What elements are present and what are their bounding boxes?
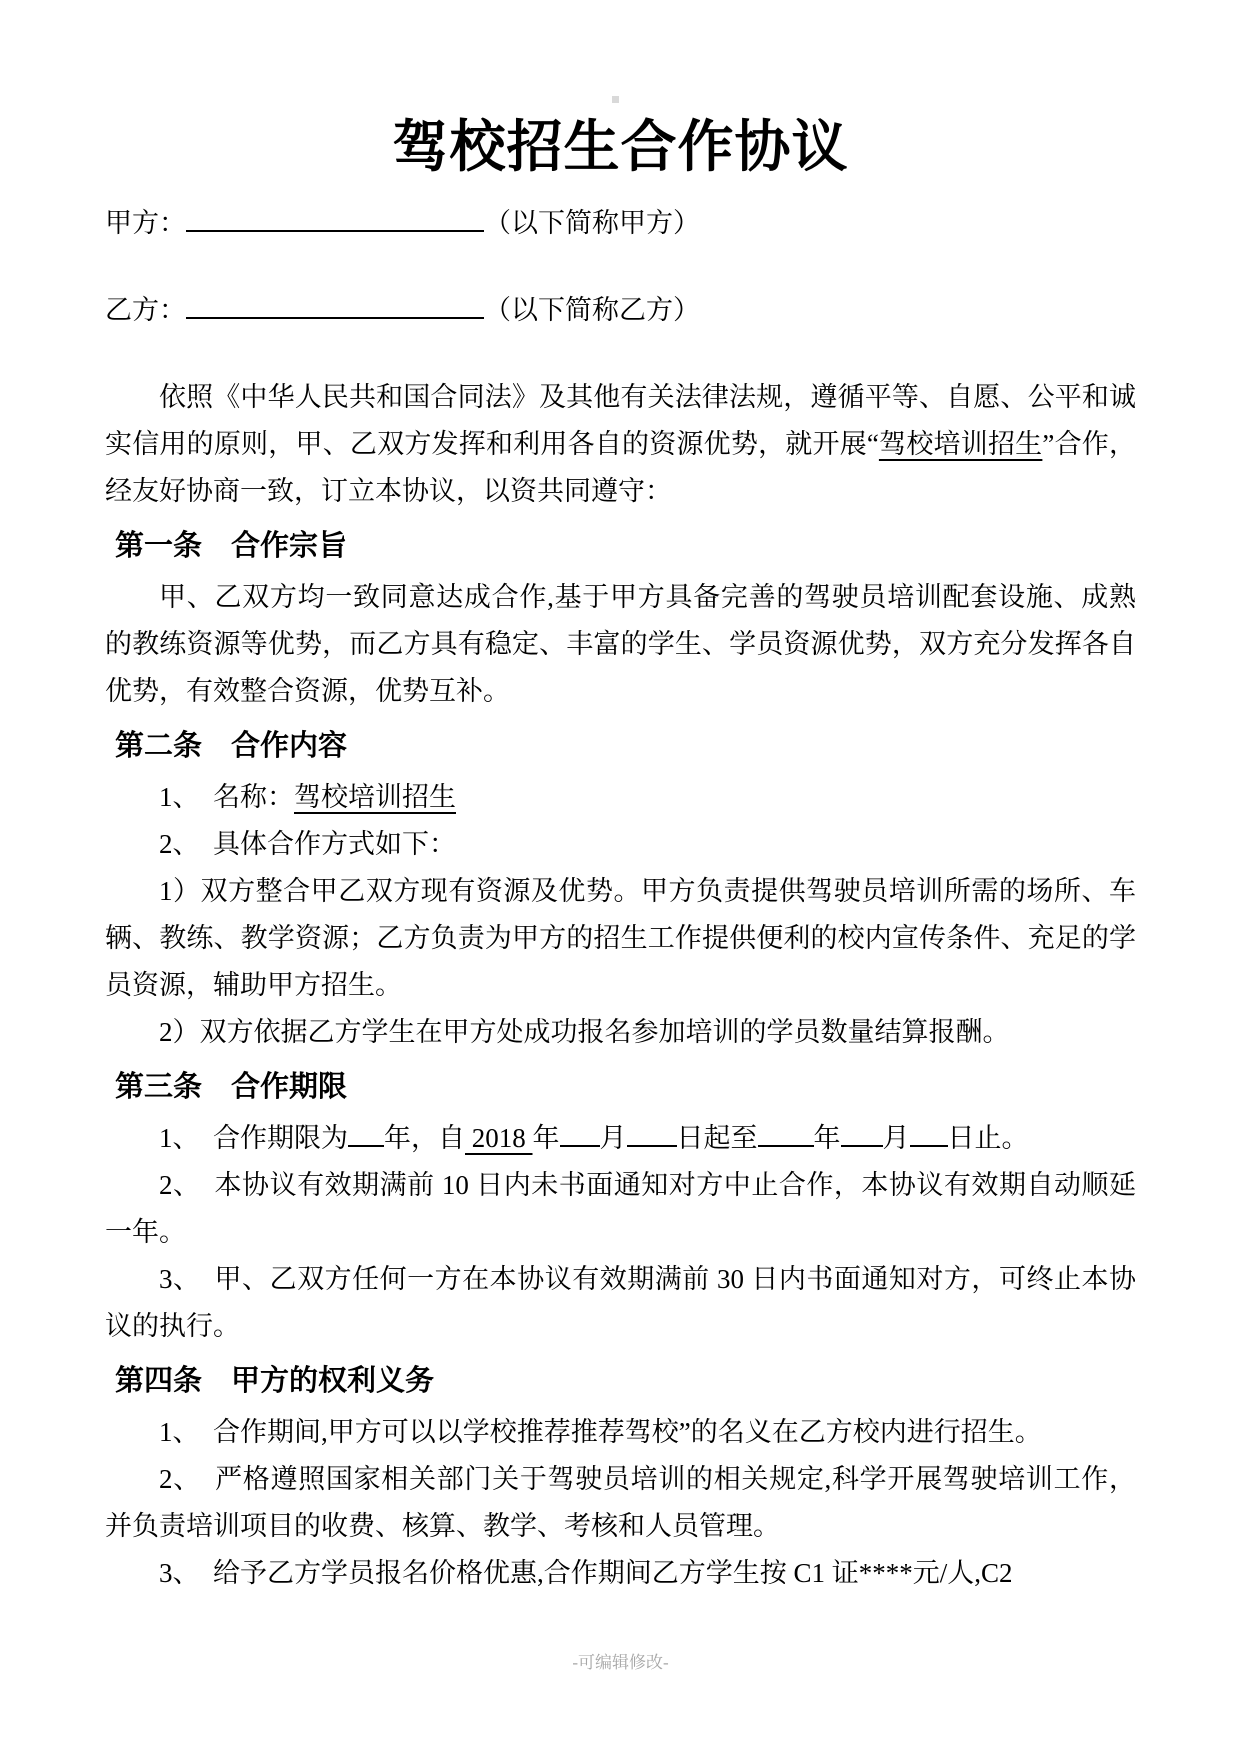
fill-in-blank	[186, 290, 484, 319]
text-run: 3、 甲、乙双方任何一方在本协议有效期满前 30 日内书面通知对方，可终止本协议的执行。	[105, 1264, 1136, 1342]
footer-watermark: -可编辑修改-	[572, 1653, 669, 1672]
fill-in-blank	[348, 1118, 384, 1147]
text-run: 年，自	[384, 1123, 465, 1154]
party-line	[105, 287, 1136, 334]
text-run: 2）双方依据乙方学生在甲方处成功报名参加培训的学员数量结算报酬。	[159, 1017, 1010, 1048]
fill-in-blank	[841, 1118, 883, 1147]
text-run: 日起至	[676, 1123, 758, 1154]
paragraph	[105, 774, 1136, 821]
paragraph	[105, 1550, 1136, 1597]
text-run: 年	[532, 1123, 560, 1154]
section-heading	[105, 723, 1136, 770]
text-run: 1）双方整合甲乙双方现有资源及优势。甲方负责提供驾驶员培训所需的场所、车辆、教练、教学资源；乙方负责为甲方的招生工作提供便利的校内宣传条件、充足的学员资源，辅助甲方招生。	[105, 876, 1136, 1001]
text-run: 第二条 合作内容	[115, 730, 348, 763]
text-run: 依照《中华人民共和国合同法》及其他有关法律法规，遵循平等、自愿、公平和诚实信用的原则，甲、乙双方发挥和利用各自的资源优势，就开展“	[105, 382, 1136, 460]
text-run: 甲方：	[105, 208, 186, 239]
text-run: 甲、乙双方均一致同意达成合作,基于甲方具备完善的驾驶员培训配套设施、成熟的教练资源等优势，而乙方具有稳定、丰富的学生、学员资源优势，双方充分发挥各自优势，有效整合资源，优势互补。	[105, 582, 1136, 707]
text-run: 年	[813, 1123, 841, 1154]
embedded-object-placeholder-icon	[612, 96, 619, 103]
fill-in-blank	[758, 1118, 814, 1147]
text-run: 月	[882, 1123, 910, 1154]
document-title: 驾校招生合作协议	[392, 117, 849, 179]
paragraph	[105, 821, 1136, 868]
text-run: ”合作，经友好协商一致，订立本协议，以资共同遵守：	[105, 429, 1137, 507]
text-run: 2018	[465, 1123, 533, 1154]
paragraph	[105, 1115, 1136, 1162]
paragraph	[105, 1162, 1136, 1256]
document-body	[105, 200, 1136, 1597]
text-run: 2、 具体合作方式如下：	[159, 829, 456, 860]
section-heading	[105, 1064, 1136, 1111]
text-run: （以下简称甲方）	[484, 208, 700, 239]
text-run: 第一条 合作宗旨	[115, 530, 348, 563]
paragraph	[105, 1456, 1136, 1550]
section-heading	[105, 1358, 1136, 1405]
paragraph	[105, 1009, 1136, 1056]
text-run: 驾校培训招生	[294, 782, 456, 813]
text-run: 日止。	[947, 1123, 1029, 1154]
paragraph	[105, 574, 1136, 715]
fill-in-blank	[627, 1118, 677, 1147]
text-run: 1、 名称：	[159, 782, 294, 813]
text-run: 3、 给予乙方学员报名价格优惠,合作期间乙方学生按 C1 证****元/人,C2	[159, 1558, 1013, 1589]
text-run: 2、 严格遵照国家相关部门关于驾驶员培训的相关规定,科学开展驾驶培训工作，并负责培训项目的收费、核算、教学、考核和人员管理。	[105, 1464, 1136, 1542]
paragraph	[105, 374, 1136, 515]
party-line	[105, 200, 1136, 247]
paragraph	[105, 1256, 1136, 1350]
text-run: 1、 合作期限为	[159, 1123, 348, 1154]
text-run: （以下简称乙方）	[484, 295, 700, 326]
fill-in-blank	[186, 203, 484, 232]
text-run: 2、 本协议有效期满前 10 日内未书面通知对方中止合作，本协议有效期自动顺延一年。	[105, 1170, 1136, 1248]
fill-in-blank	[910, 1118, 948, 1147]
text-run: 驾校培训招生	[878, 429, 1043, 460]
text-run: 1、 合作期间,甲方可以以学校推荐推荐驾校”的名义在乙方校内进行招生。	[159, 1417, 1042, 1448]
fill-in-blank	[560, 1118, 600, 1147]
text-run: 乙方：	[105, 295, 186, 326]
text-run: 第四条 甲方的权利义务	[115, 1365, 435, 1398]
text-run: 第三条 合作期限	[115, 1071, 348, 1104]
paragraph	[105, 1409, 1136, 1456]
paragraph	[105, 868, 1136, 1009]
section-heading	[105, 523, 1136, 570]
text-run: 月	[599, 1123, 627, 1154]
